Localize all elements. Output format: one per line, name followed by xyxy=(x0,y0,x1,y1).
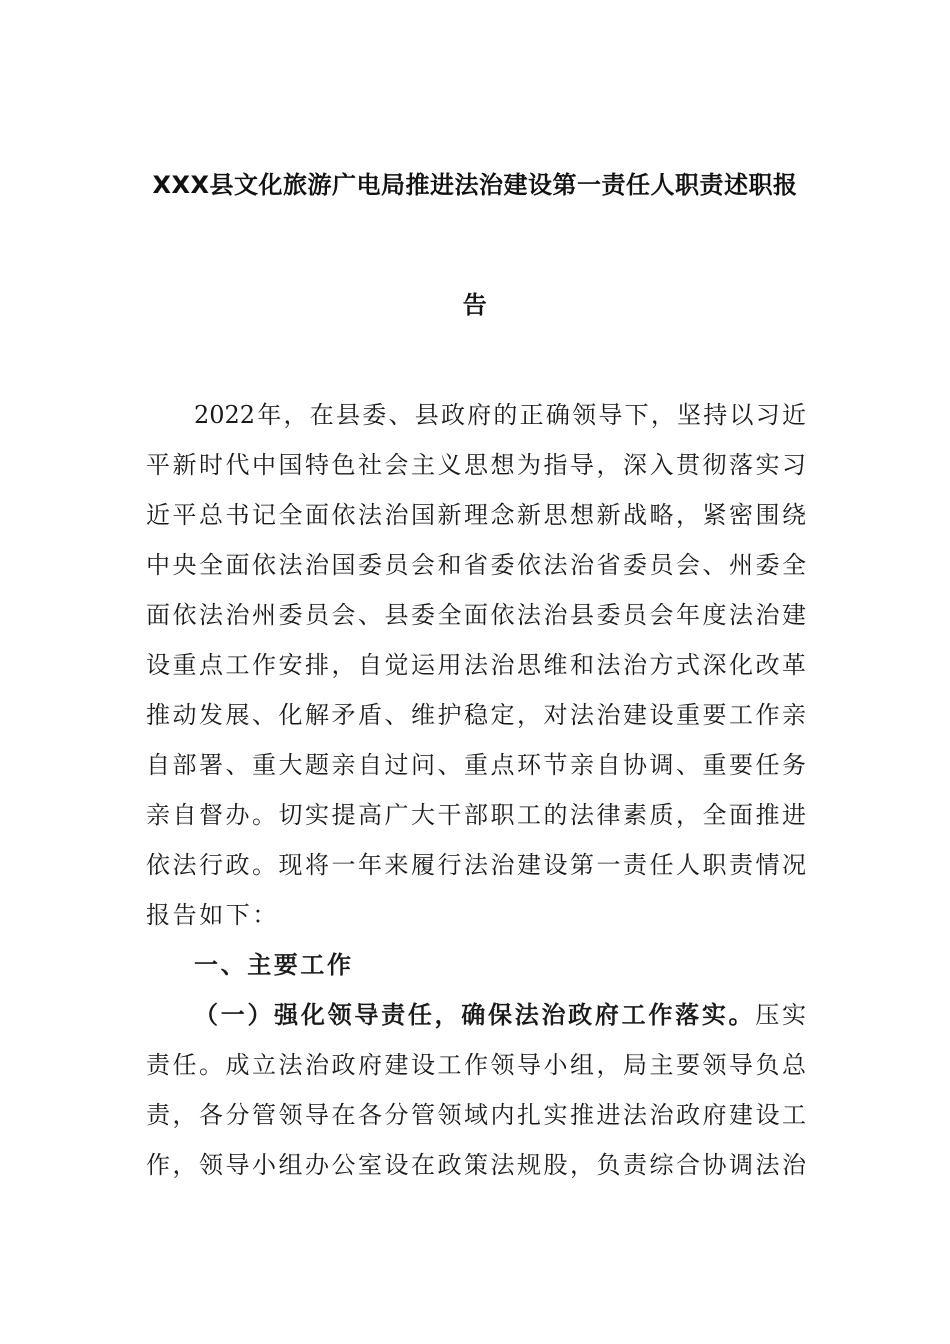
section-heading: 一、主要工作 xyxy=(194,950,354,979)
paragraph-line: 作，领导小组办公室设在政策法规股，负责综合协调法治 xyxy=(146,1151,806,1179)
paragraph-line: 2022年，在县委、县政府的正确领导下，坚持以习近 xyxy=(194,401,806,429)
paragraph-line: 亲自督办。切实提高广大干部职工的法律素质，全面推进 xyxy=(146,801,806,829)
paragraph-line: 近平总书记全面依法治国新理念新思想新战略，紧密围绕 xyxy=(146,501,806,529)
subsection-paragraph xyxy=(146,990,806,1190)
paragraph-line: 责任。成立法治政府建设工作领导小组，局主要领导负总 xyxy=(146,1051,806,1079)
paragraph-line: 报告如下： xyxy=(146,901,279,929)
paragraph-line: 依法行政。现将一年来履行法治建设第一责任人职责情况 xyxy=(146,851,806,879)
document-title-line-1: XXX县文化旅游广电局推进法治建设第一责任人职责述职报 xyxy=(152,171,798,199)
document-title-line-2: 告 xyxy=(462,291,488,319)
paragraph-text: 压实 xyxy=(755,1001,807,1029)
paragraph-line: 中央全面依法治国委员会和省委依法治省委员会、州委全 xyxy=(146,551,806,579)
subsection-heading: （一）强化领导责任，确保法治政府工作落实。 xyxy=(194,1000,756,1029)
paragraph-line: 平新时代中国特色社会主义思想为指导，深入贯彻落实习 xyxy=(146,451,806,479)
paragraph-line: 面依法治州委员会、县委全面依法治县委员会年度法治建 xyxy=(146,601,806,629)
paragraph-line: 责，各分管领导在各分管领域内扎实推进法治政府建设工 xyxy=(146,1101,806,1129)
paragraph-line: 设重点工作安排，自觉运用法治思维和法治方式深化改革 xyxy=(146,651,806,679)
paragraph-line: 自部署、重大题亲自过问、重点环节亲自协调、重要任务 xyxy=(146,751,806,779)
intro-paragraph xyxy=(146,390,806,940)
subsection-first-line xyxy=(146,990,806,1040)
section-heading-block xyxy=(146,940,806,990)
paragraph-line: 推动发展、化解矛盾、维护稳定，对法治建设重要工作亲 xyxy=(146,701,806,729)
